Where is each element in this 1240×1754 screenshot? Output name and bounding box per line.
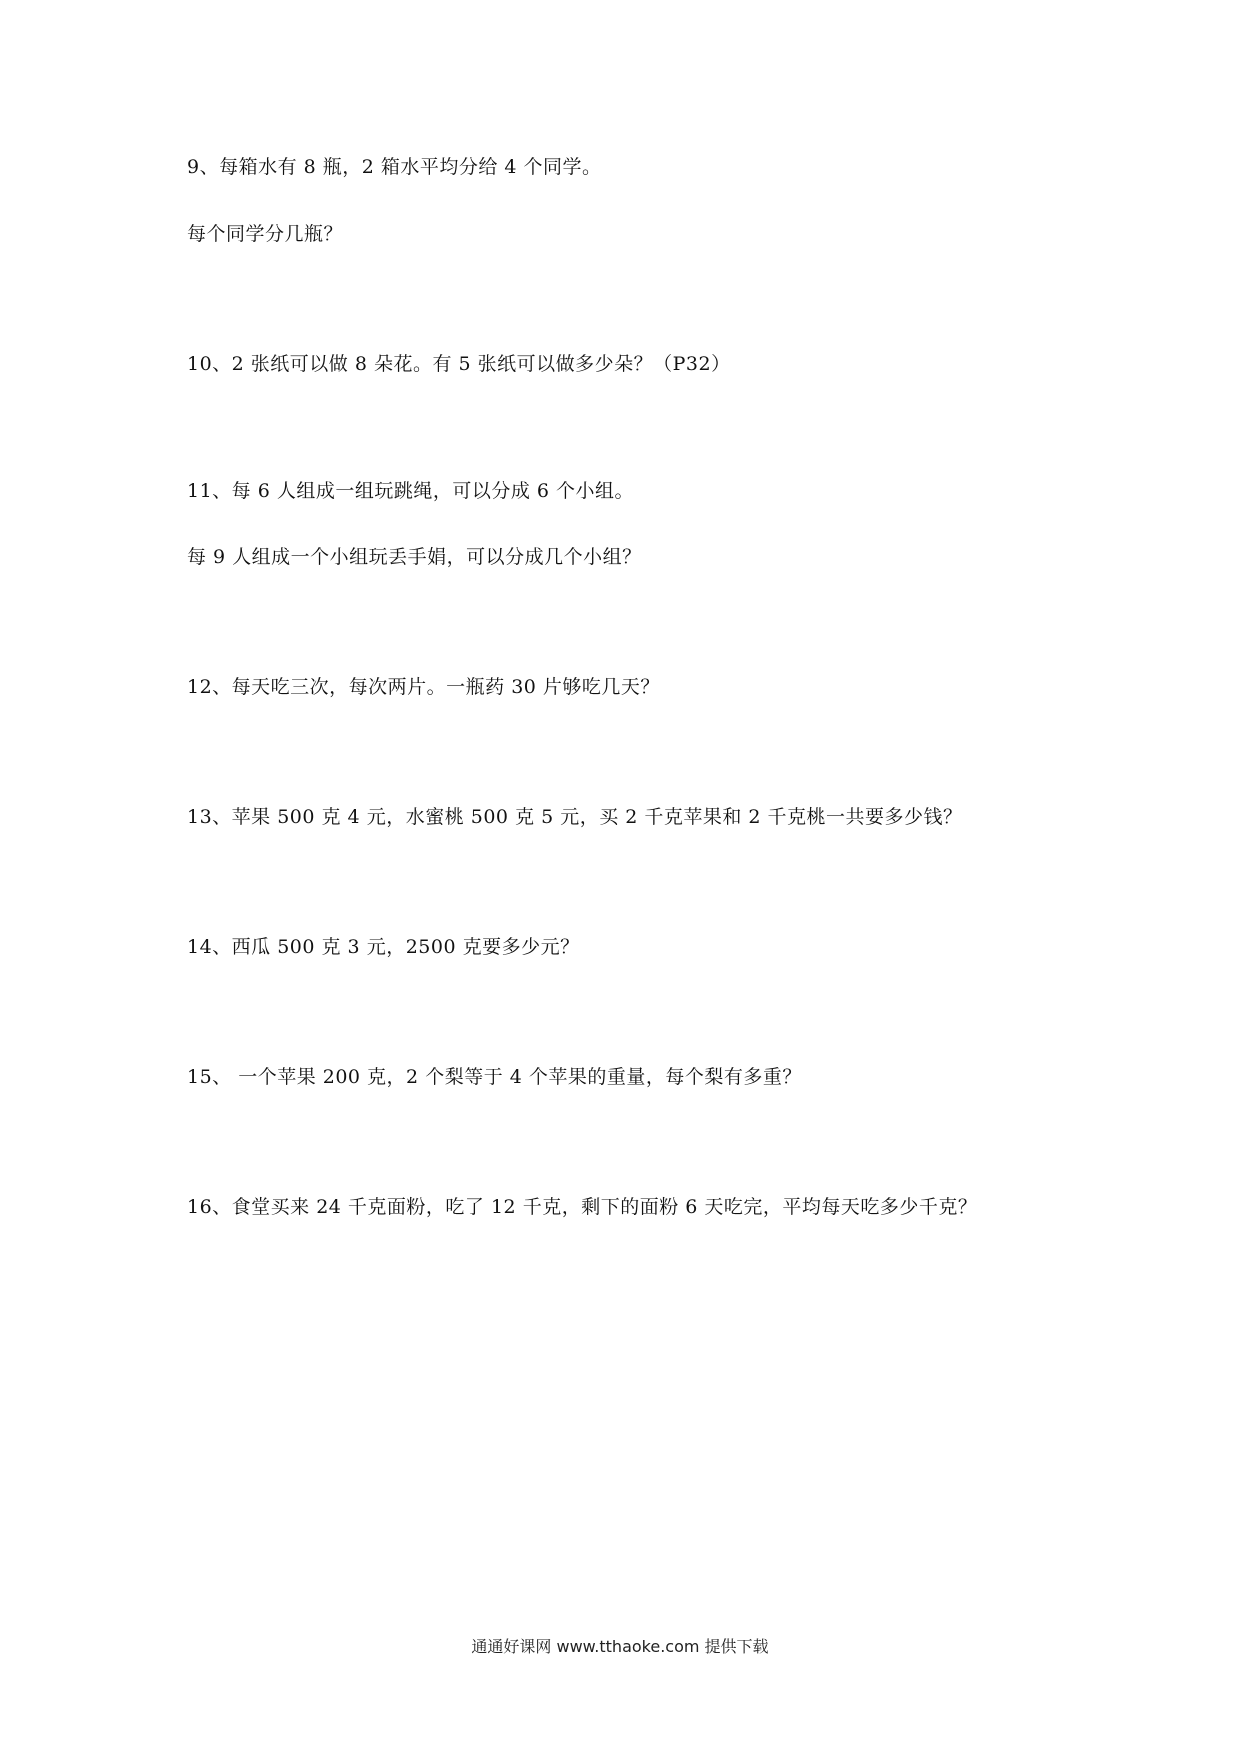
- question-11-line-2: 每 9 人组成一个小组玩丢手娟，可以分成几个小组？: [187, 546, 642, 568]
- page-footer: 通通好课网 www.tthaoke.com 提供下载: [471, 1637, 769, 1656]
- question-15-line-1: 15、 一个苹果 200 克，2 个梨等于 4 个苹果的重量，每个梨有多重？: [187, 1066, 802, 1088]
- question-14-line-1: 14、西瓜 500 克 3 元，2500 克要多少元？: [187, 936, 580, 958]
- question-12-line-1: 12、每天吃三次，每次两片。一瓶药 30 片够吃几天？: [187, 676, 660, 698]
- question-9-line-2: 每个同学分几瓶？: [187, 223, 344, 245]
- question-10-line-1: 10、2 张纸可以做 8 朵花。有 5 张纸可以做多少朵？（P32）: [187, 353, 731, 375]
- question-16-line-1: 16、食堂买来 24 千克面粉，吃了 12 千克，剩下的面粉 6 天吃完，平均每天吃多少千克？: [187, 1196, 978, 1218]
- question-13-line-1: 13、苹果 500 克 4 元，水蜜桃 500 克 5 元，买 2 千克苹果和 2 千克桃一共要多少钱？: [187, 806, 963, 828]
- question-11-line-1: 11、每 6 人组成一组玩跳绳，可以分成 6 个小组。: [187, 480, 635, 502]
- question-9-line-1: 9、每箱水有 8 瓶，2 箱水平均分给 4 个同学。: [187, 156, 602, 178]
